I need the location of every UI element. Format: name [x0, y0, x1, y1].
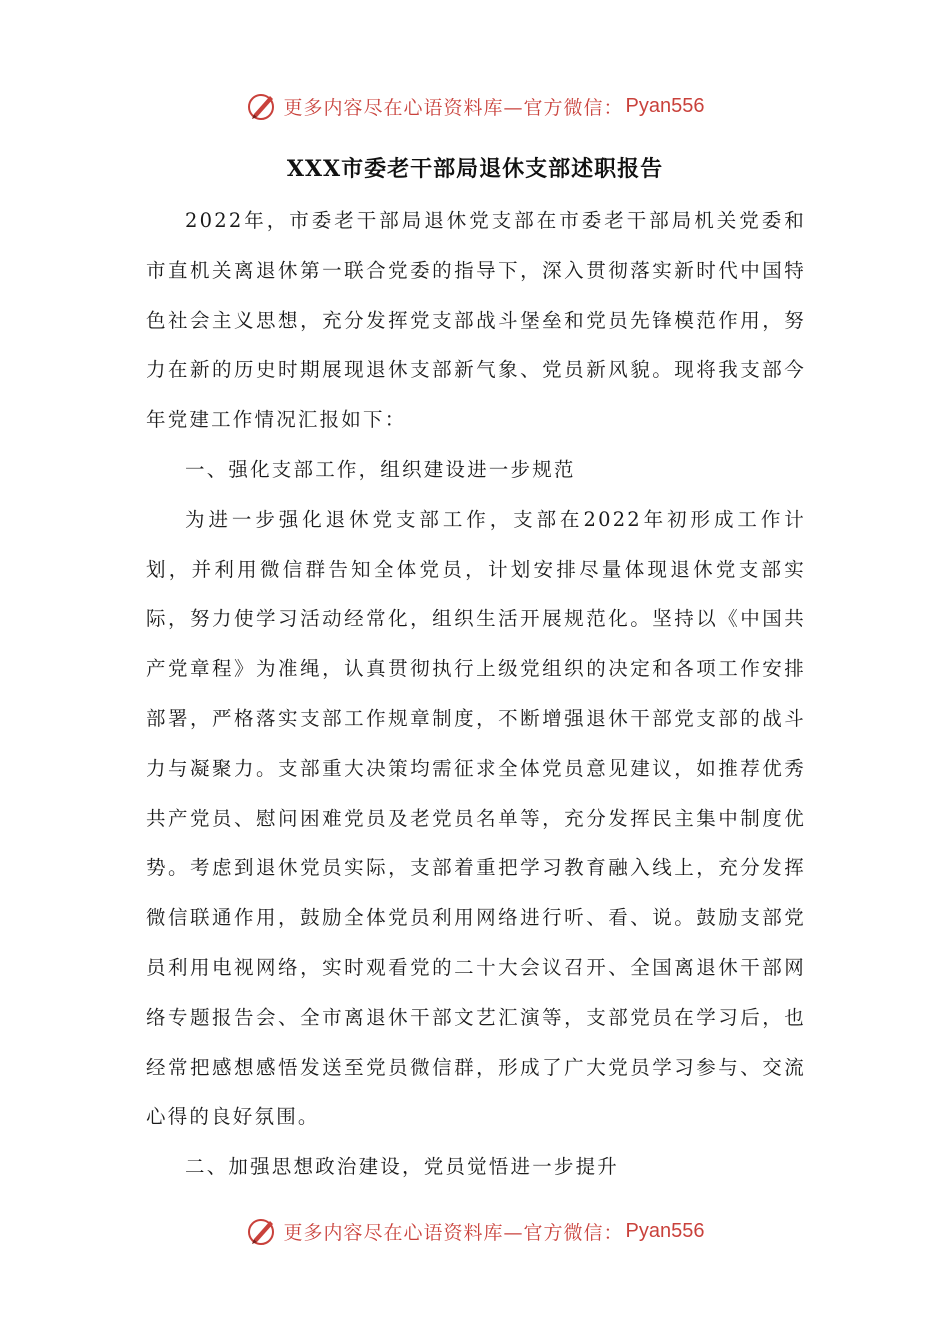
paragraph-section-1: 为进一步强化退休党支部工作，支部在2022年初形成工作计划，并利用微信群告知全体党员，计划安排尽量体现退休党支部实际，努力使学习活动经常化，组织生活开展规范化。坚持以《中国共产党章程》为准绳，认真贯彻执行上级党组织的决定和各项工作安排部署，严格落实支部工作规章制度，不断增强退休干部党支部的战斗力与凝聚力。支部重大决策均需征求全体党员意见建议，如推荐优秀共产党员、慰问困难党员及老党员名单等，充分发挥民主集中制度优势。考虑到退休党员实际，支部着重把学习教育融入线上，充分发挥微信联通作用，鼓励全体党员利用网络进行听、看、说。鼓励支部党员利用电视网络，实时观看党的二十大会议召开、全国离退休干部网络专题报告会、全市离退休干部文艺汇演等，支部党员在学习后，也经常把感想感悟发送至党员微信群，形成了广大党员学习参与、交流心得的良好氛围。 [146, 507, 806, 1129]
document-title: XXX市委老干部局退休支部述职报告 [286, 156, 664, 182]
pen-logo-icon [246, 1215, 278, 1247]
watermark-account: Pyan556 [625, 1219, 705, 1242]
watermark-text: 更多内容尽在心语资料库—官方微信： [283, 1221, 624, 1244]
section-heading-1: 一、强化支部工作，组织建设进一步规范 [185, 457, 576, 481]
watermark-banner-top [0, 86, 950, 126]
section-heading-2: 二、加强思想政治建设，党员觉悟进一步提升 [185, 1155, 620, 1179]
watermark-account: Pyan556 [625, 94, 705, 117]
watermark-text: 更多内容尽在心语资料库—官方微信： [283, 96, 624, 119]
pen-logo-icon [246, 90, 278, 122]
watermark-banner-bottom [0, 1211, 950, 1251]
document-body [146, 196, 806, 1192]
paragraph-intro: 2022年，市委老干部局退休党支部在市委老干部局机关党委和市直机关离退休第一联合党委的指导下，深入贯彻落实新时代中国特色社会主义思想，充分发挥党支部战斗堡垒和党员先锋模范作用，努力在新的历史时期展现退休支部新气象、党员新风貌。现将我支部今年党建工作情况汇报如下： [146, 209, 806, 432]
